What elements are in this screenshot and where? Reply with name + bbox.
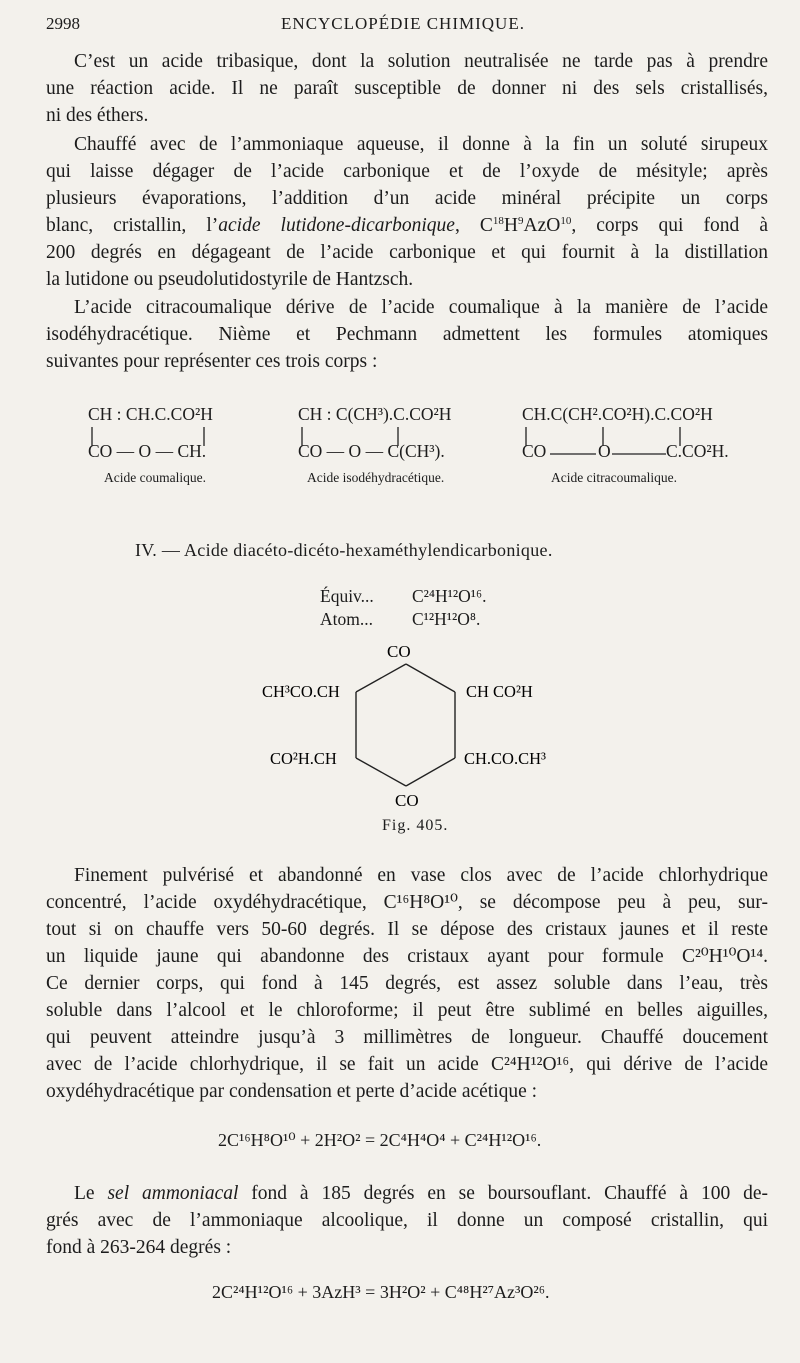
text-line-formula: blanc, cristallin, l’acide lutidone-dicarbonique, $C^{18}H^9AzO^{10}$, corps qui fond à <box>46 215 768 236</box>
text-line: Finement pulvérisé et abandonné en vase clos avec de l’acide chlorhydrique <box>74 865 768 886</box>
citracoumalic-caption: Acide citracoumalique. <box>551 470 677 485</box>
text-line: fond à 263-264 degrés : <box>46 1237 232 1258</box>
text-line: la lutidone ou pseudolutidostyrile de Hantzsch. <box>46 269 414 290</box>
ring-lower-right-group: CH.CO.CH³ <box>464 749 546 768</box>
isodehydracetic-formula-top: CH : C(CH³).C.CO²H <box>298 404 452 424</box>
coumalic-caption: Acide coumalique. <box>104 470 206 485</box>
isodehydracetic-formula-bottom: CO — O — C(CH³). <box>298 441 445 461</box>
text-line: tout si on chauffe vers 50-60 degrés. Il se dépose des cristaux jaunes et il reste <box>46 919 768 940</box>
text-line: Ce dernier corps, qui fond à 145 degrés, est assez soluble dans l’eau, très <box>46 973 768 994</box>
text-line: isodéhydracétique. Nième et Pechmann admettent les formules atomiques <box>46 324 768 345</box>
paragraph-3 <box>46 294 768 375</box>
text-line: concentré, l’acide oxydéhydracétique, C¹⁶H⁸O¹⁰, se décompose peu à peu, sur- <box>46 892 768 913</box>
figure-caption: Fig. 405. <box>382 817 449 834</box>
ring-upper-right-group: CH CO²H <box>466 682 533 701</box>
equiv-label: Équiv... <box>320 586 374 606</box>
citracoumalic-formula-top: CH.C(CH².CO²H).C.CO²H <box>522 404 713 424</box>
acid-name: acide lutidone-dicarbonique <box>218 215 455 236</box>
section-title: IV. — Acide diacéto-dicéto-hexaméthylendicarbonique. <box>135 540 553 560</box>
hexagon-structure-figure <box>0 640 800 820</box>
atom-formula: C¹²H¹²O⁸. <box>412 609 481 629</box>
text-line: un liquide jaune qui abandonne des cristaux ayant pour formule C²⁰H¹⁰O¹⁴. <box>46 946 768 967</box>
text-line: une réaction acide. Il ne paraît susceptible de donner ni des sels cristallisés, <box>46 78 768 99</box>
running-title: ENCYCLOPÉDIE CHIMIQUE. <box>281 14 525 33</box>
formula-bond-lines <box>0 424 800 464</box>
text-line: oxydéhydracétique par condensation et perte d’acide acétique : <box>46 1081 538 1102</box>
ring-top-co: CO <box>387 642 411 661</box>
paragraph-4 <box>46 862 768 1105</box>
citracoumalic-formula-bottom-o: O <box>598 441 611 461</box>
sel-ammoniacal: sel ammoniacal <box>107 1183 239 1204</box>
text-line: 200 degrés en dégageant de l’acide carbonique et qui fournit à la distillation <box>46 242 768 263</box>
paragraph-2 <box>46 131 768 293</box>
isodehydracetic-caption: Acide isodéhydracétique. <box>307 470 445 485</box>
text-line: Chauffé avec de l’ammoniaque aqueuse, il donne à la fin un soluté sirupeux <box>74 134 768 155</box>
atom-label: Atom... <box>320 609 373 629</box>
coumalic-formula-top: CH : CH.C.CO²H <box>88 404 213 424</box>
paragraph-1 <box>46 48 768 129</box>
coumalic-formula-bottom: CO — O — CH. <box>88 441 207 461</box>
text-line: ni des éthers. <box>46 105 149 126</box>
page-header <box>46 14 760 38</box>
equiv-formula: C²⁴H¹²O¹⁶. <box>412 586 487 606</box>
text-line: L’acide citracoumalique dérive de l’acide coumalique à la manière de l’acide <box>74 297 768 318</box>
text-line: grés avec de l’ammoniaque alcoolique, il donne un composé cristallin, qui <box>46 1210 768 1231</box>
text-line: soluble dans l’alcool et le chloroforme; il peut être sublimé en belles aiguilles, <box>46 1000 768 1021</box>
ring-lower-left-group: CO²H.CH <box>270 749 337 768</box>
text-line: qui laisse dégager de l’acide carbonique et de l’oxyde de mésityle; après <box>46 161 768 182</box>
equation-1: 2C¹⁶H⁸O¹⁰ + 2H²O² = 2C⁴H⁴O⁴ + C²⁴H¹²O¹⁶. <box>218 1130 542 1150</box>
citracoumalic-formula-bottom-co: CO <box>522 441 547 461</box>
text-line: Le sel ammoniacal fond à 185 degrés en se boursouflant. Chauffé à 100 de- <box>74 1183 768 1204</box>
text-line: suivantes pour représenter ces trois corps : <box>46 351 378 372</box>
ring-upper-left-group: CH³CO.CH <box>262 682 340 701</box>
text-line: qui peuvent atteindre jusqu’à 3 millimètres de longueur. Chauffé doucement <box>46 1027 768 1048</box>
equation-2: 2C²⁴H¹²O¹⁶ + 3AzH³ = 3H²O² + C⁴⁸H²⁷Az³O²⁶. <box>212 1282 550 1302</box>
text-line: plusieurs évaporations, l’addition d’un acide minéral précipite un corps <box>46 188 768 209</box>
paragraph-5 <box>46 1180 768 1261</box>
text-line: C’est un acide tribasique, dont la solution neutralisée ne tarde pas à prendre <box>74 51 768 72</box>
page-number: 2998 <box>46 14 80 33</box>
ring-bottom-co: CO <box>395 791 419 810</box>
citracoumalic-formula-bottom-c: C.CO²H. <box>666 441 729 461</box>
hexagon-ring <box>356 664 455 786</box>
text-line: avec de l’acide chlorhydrique, il se fait un acide C²⁴H¹²O¹⁶, qui dérive de l’acide <box>46 1054 768 1075</box>
